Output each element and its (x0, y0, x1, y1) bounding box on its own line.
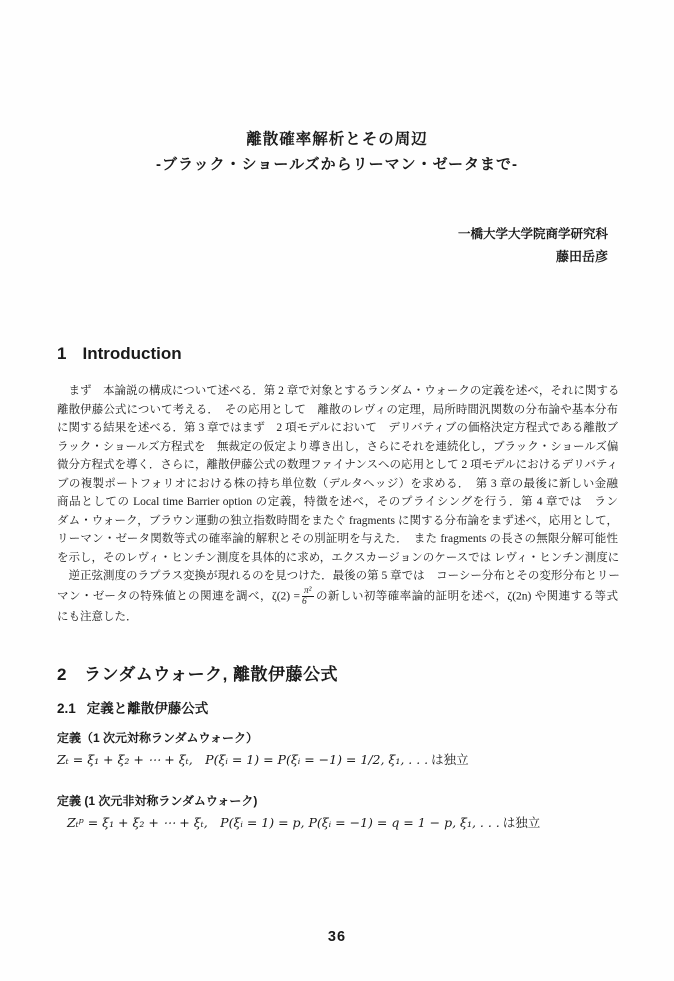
author-name: 藤田岳彦 (555, 249, 608, 264)
paragraph-line: に関する結果を述べる．第 3 章ではまず 2 項モデルにおいて デリバティブの価格決定方程式である離散ブ (57, 422, 618, 434)
paragraph-line: を示し，そのレヴィ・ヒンチン測度を具体的に求め，エクスカージョンのケースでは レヴィ・ヒンチン測度に (57, 551, 620, 564)
title-block (0, 0, 674, 177)
fraction-line-pre: マン・ゼータの特殊値との関連を調べ，ζ(2) = (57, 590, 300, 603)
section-1-title: Introduction (82, 344, 182, 363)
paragraph-line: まず 本論説の構成について述べる．第 2 章で対象とするランダム・ウォークの定義を述べ，それに関する (57, 385, 620, 397)
page-number: 36 (327, 929, 347, 945)
subsection-2-1-heading (57, 700, 674, 718)
section-2-title: ランダムウォーク, 離散伊藤公式 (83, 665, 339, 685)
definition-1-suffix: は独立 (431, 753, 469, 768)
document-title: 離散確率解析とその周辺 (246, 131, 428, 148)
section-2-number: 2 (57, 665, 67, 685)
introduction-paragraph (57, 382, 618, 626)
subsection-2-1-number: 2.1 (57, 701, 76, 717)
paragraph-line: ブの複製ポートフォリオにおける株の持ち単位数（デルタヘッジ）を求める． 第 3 章の最後に新しい金融 (57, 477, 618, 490)
fraction-numerator: π² (303, 585, 312, 596)
definition-2-suffix: は独立 (502, 816, 541, 831)
paragraph-line: リーマン・ゼータ関数等式の確率論的解釈とその別証明を与えた． また fragments の長さの無限分解可能性 (57, 533, 618, 545)
section-1-heading (57, 343, 674, 365)
paragraph-line: 逆正弦測度のラプラス変換が現れるのを見つけた．最後の第 5 章では コーシー分布とその変形分布とリー (57, 570, 620, 582)
paragraph-line: 離散伊藤公式について考える． その応用として 離散のレヴィの定理，局所時間汎関数の分布論や基本分布 (57, 403, 618, 416)
definition-2-label: 定義 (1 次元非対称ランダムウォーク) (57, 794, 258, 809)
document-subtitle: -ブラック・ショールズからリーマン・ゼータまで- (155, 156, 519, 173)
paragraph-line: ラック・ショールズ方程式を 無裁定の仮定より導き出し，さらにそれを連続化し，ブラック・ショールズ偏 (57, 440, 619, 453)
author-affiliation: 一橋大学大学院商学研究科 (457, 227, 608, 241)
author-block (0, 223, 674, 269)
section-1-number: 1 (57, 344, 67, 363)
paragraph-line-with-fraction (57, 586, 618, 608)
definition-1-math: Zₜ = ξ₁ + ξ₂ + ⋯ + ξₜ, P(ξᵢ = 1) = P(ξᵢ = −1) = 1/2, ξ₁, . . . (57, 752, 429, 768)
definition-1-formula (57, 751, 674, 769)
fraction-denominator: 6 (301, 597, 307, 608)
subsection-2-1-title: 定義と離散伊藤公式 (86, 701, 209, 717)
definition-2-formula (67, 814, 674, 832)
zeta-fraction (302, 586, 314, 608)
section-2-heading (57, 663, 674, 687)
paragraph-closing-line: にも注意した． (57, 610, 138, 623)
definition-1-label: 定義（1 次元対称ランダムウォーク） (57, 731, 259, 746)
paragraph-line: 商品としての Local time Barrier option の定義，特徴を述べ，そのプライシングを行う．第 4 章では ラン (57, 496, 618, 508)
paragraph-line: ダム・ウォーク，ブラウン運動の独立指数時間をまたぐ fragments に関する分布論をまず述べ，応用として， (57, 514, 618, 527)
fraction-line-post: の新しい初等確率論的証明を述べ，ζ(2n) や関連する等式 (315, 590, 618, 603)
definition-2-math: Zₜᵖ = ξ₁ + ξ₂ + ⋯ + ξₜ, P(ξᵢ = 1) = p, P(ξᵢ = −1) = q = 1 − p, ξ₁, . . . (67, 815, 500, 831)
paragraph-line: 微分方程式を導く．さらに，離散伊藤公式の数理ファイナンスへの応用として 2 項モデルにおけるデリバティ (57, 459, 618, 471)
